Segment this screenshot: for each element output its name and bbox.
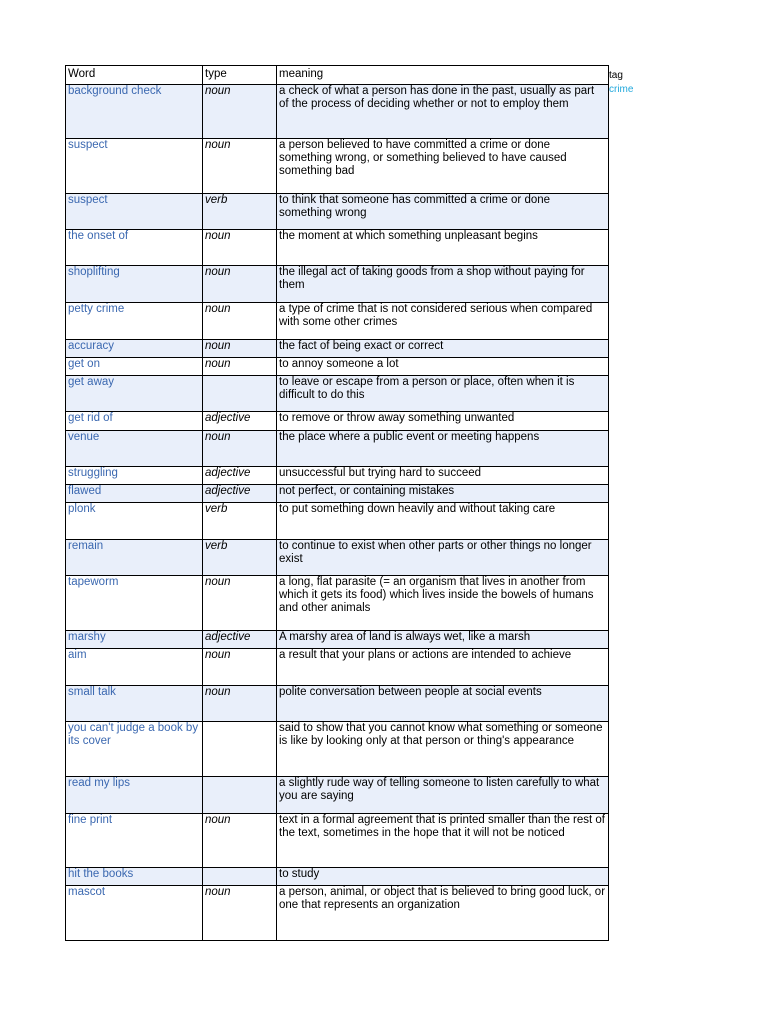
word-cell: small talk xyxy=(66,686,203,722)
type-cell: noun xyxy=(203,266,277,303)
table-row xyxy=(66,485,609,503)
table-row xyxy=(66,686,609,722)
meaning-cell: to annoy someone a lot xyxy=(277,358,609,376)
word-cell: tapeworm xyxy=(66,576,203,631)
meaning-cell: a result that your plans or actions are intended to achieve xyxy=(277,649,609,686)
tag-label: tag xyxy=(609,70,623,81)
word-cell: shoplifting xyxy=(66,266,203,303)
type-cell: noun xyxy=(203,431,277,467)
table-row xyxy=(66,230,609,266)
table-row xyxy=(66,540,609,576)
word-cell: struggling xyxy=(66,467,203,485)
meaning-cell: a long, flat parasite (= an organism that lives in another from which it gets its food) which lives inside the bowels of humans and other animals xyxy=(277,576,609,631)
type-cell: noun xyxy=(203,649,277,686)
meaning-cell: the fact of being exact or correct xyxy=(277,340,609,358)
word-cell: plonk xyxy=(66,503,203,540)
type-cell: adjective xyxy=(203,631,277,649)
type-cell xyxy=(203,777,277,814)
word-cell: suspect xyxy=(66,194,203,230)
table-row xyxy=(66,340,609,358)
table-row xyxy=(66,412,609,431)
table-header-row xyxy=(66,66,609,85)
type-cell: adjective xyxy=(203,467,277,485)
word-cell: aim xyxy=(66,649,203,686)
meaning-cell: to remove or throw away something unwanted xyxy=(277,412,609,431)
table-row xyxy=(66,649,609,686)
meaning-cell: A marshy area of land is always wet, like a marsh xyxy=(277,631,609,649)
word-cell: get rid of xyxy=(66,412,203,431)
meaning-cell: to put something down heavily and without taking care xyxy=(277,503,609,540)
type-cell xyxy=(203,722,277,777)
tag-value: crime xyxy=(609,84,634,95)
type-cell: noun xyxy=(203,139,277,194)
table-row xyxy=(66,358,609,376)
meaning-cell: a person believed to have committed a crime or done something wrong, or something believed to have caused something bad xyxy=(277,139,609,194)
meaning-cell: the place where a public event or meeting happens xyxy=(277,431,609,467)
word-cell: hit the books xyxy=(66,868,203,886)
meaning-cell: to think that someone has committed a crime or done something wrong xyxy=(277,194,609,230)
table-row xyxy=(66,266,609,303)
type-cell: verb xyxy=(203,194,277,230)
type-cell: noun xyxy=(203,303,277,340)
meaning-cell: said to show that you cannot know what something or someone is like by looking only at that person or thing's appearance xyxy=(277,722,609,777)
word-cell: fine print xyxy=(66,814,203,868)
table-row xyxy=(66,431,609,467)
word-cell: accuracy xyxy=(66,340,203,358)
word-cell: remain xyxy=(66,540,203,576)
table-row xyxy=(66,376,609,412)
word-cell: suspect xyxy=(66,139,203,194)
type-cell xyxy=(203,376,277,412)
type-cell: noun xyxy=(203,814,277,868)
type-cell: noun xyxy=(203,886,277,941)
meaning-cell: the moment at which something unpleasant begins xyxy=(277,230,609,266)
word-cell: read my lips xyxy=(66,777,203,814)
word-cell: petty crime xyxy=(66,303,203,340)
table-row xyxy=(66,194,609,230)
type-cell: adjective xyxy=(203,412,277,431)
meaning-cell: polite conversation between people at social events xyxy=(277,686,609,722)
meaning-cell: the illegal act of taking goods from a shop without paying for them xyxy=(277,266,609,303)
header-type: type xyxy=(203,66,277,85)
meaning-cell: to study xyxy=(277,868,609,886)
table-row xyxy=(66,868,609,886)
type-cell: noun xyxy=(203,230,277,266)
header-word: Word xyxy=(66,66,203,85)
word-cell: background check xyxy=(66,85,203,139)
meaning-cell: a slightly rude way of telling someone to listen carefully to what you are saying xyxy=(277,777,609,814)
word-cell: venue xyxy=(66,431,203,467)
meaning-cell: text in a formal agreement that is printed smaller than the rest of the text, sometimes in the hope that it will not be noticed xyxy=(277,814,609,868)
type-cell: verb xyxy=(203,503,277,540)
word-cell: mascot xyxy=(66,886,203,941)
type-cell: noun xyxy=(203,340,277,358)
meaning-cell: to leave or escape from a person or place, often when it is difficult to do this xyxy=(277,376,609,412)
word-cell: marshy xyxy=(66,631,203,649)
word-cell: get on xyxy=(66,358,203,376)
meaning-cell: not perfect, or containing mistakes xyxy=(277,485,609,503)
type-cell: noun xyxy=(203,85,277,139)
type-cell: noun xyxy=(203,358,277,376)
meaning-cell: a check of what a person has done in the past, usually as part of the process of deciding whether or not to employ them xyxy=(277,85,609,139)
vocabulary-table xyxy=(65,65,609,941)
type-cell: noun xyxy=(203,686,277,722)
table-row xyxy=(66,503,609,540)
table-row xyxy=(66,631,609,649)
table-row xyxy=(66,576,609,631)
meaning-cell: to continue to exist when other parts or other things no longer exist xyxy=(277,540,609,576)
table-row xyxy=(66,722,609,777)
table-row xyxy=(66,85,609,139)
word-cell: you can't judge a book by its cover xyxy=(66,722,203,777)
meaning-cell: a person, animal, or object that is believed to bring good luck, or one that represents an organization xyxy=(277,886,609,941)
table-row xyxy=(66,467,609,485)
type-cell: noun xyxy=(203,576,277,631)
word-cell: the onset of xyxy=(66,230,203,266)
meaning-cell: unsuccessful but trying hard to succeed xyxy=(277,467,609,485)
table-row xyxy=(66,777,609,814)
type-cell: verb xyxy=(203,540,277,576)
header-meaning: meaning xyxy=(277,66,609,85)
word-cell: get away xyxy=(66,376,203,412)
word-cell: flawed xyxy=(66,485,203,503)
type-cell xyxy=(203,868,277,886)
meaning-cell: a type of crime that is not considered serious when compared with some other crimes xyxy=(277,303,609,340)
table-row xyxy=(66,139,609,194)
type-cell: adjective xyxy=(203,485,277,503)
table-row xyxy=(66,886,609,941)
table-row xyxy=(66,814,609,868)
table-row xyxy=(66,303,609,340)
